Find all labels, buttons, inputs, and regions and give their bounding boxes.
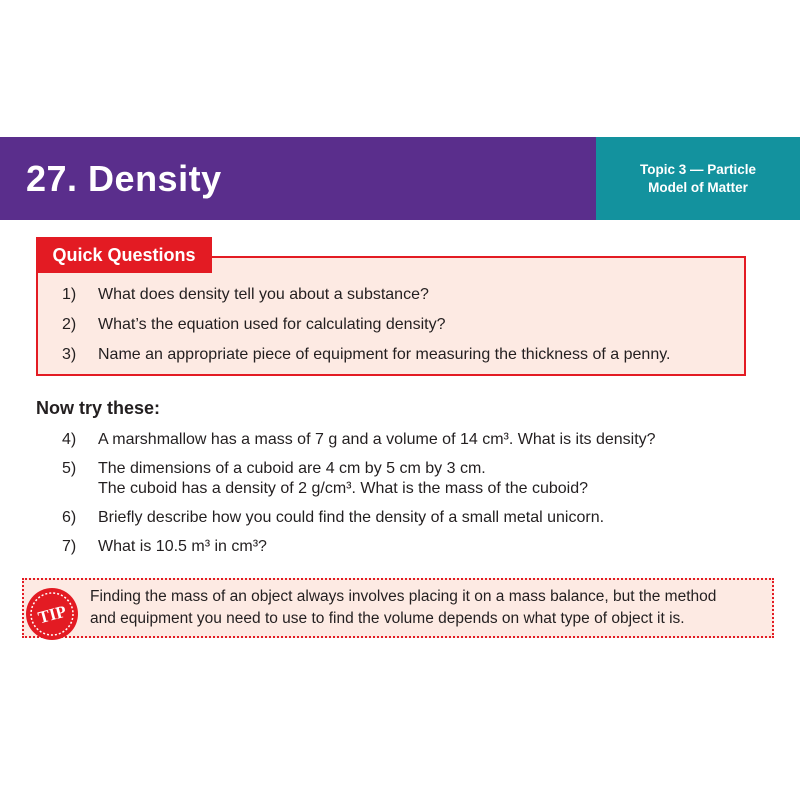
question-number: 1) [62, 286, 77, 303]
now-try-list [62, 430, 656, 566]
question-item [62, 430, 656, 450]
page-title: 27. Density [26, 157, 222, 199]
question-number: 4) [62, 431, 77, 448]
topic-line-2: Model of Matter [648, 179, 748, 195]
tip-badge-label: TIP [35, 601, 69, 628]
quick-questions-list [62, 285, 670, 375]
tip-text [90, 586, 770, 630]
question-text [98, 459, 588, 499]
question-line: The cuboid has a density of 2 g/cm³. What is the mass of the cuboid? [98, 480, 589, 497]
question-text: A marshmallow has a mass of 7 g and a volume of 14 cm³. What is its density? [98, 431, 656, 448]
question-text: What’s the equation used for calculating density? [98, 316, 446, 333]
question-item [62, 459, 656, 499]
question-number: 7) [62, 538, 77, 555]
question-text: Briefly describe how you could find the density of a small metal unicorn. [98, 509, 605, 526]
question-item [62, 315, 670, 335]
question-item [62, 508, 656, 528]
question-text: Name an appropriate piece of equipment for measuring the thickness of a penny. [98, 346, 671, 363]
tip-line: Finding the mass of an object always involves placing it on a mass balance, but the method [90, 588, 717, 605]
question-number: 5) [62, 460, 77, 477]
page-header [0, 137, 800, 220]
question-text: What is 10.5 m³ in cm³? [98, 538, 267, 555]
question-item [62, 285, 670, 305]
question-item [62, 345, 670, 365]
question-text: What does density tell you about a substance? [98, 286, 429, 303]
question-line: The dimensions of a cuboid are 4 cm by 5 cm by 3 cm. [98, 460, 486, 477]
topic-label [596, 137, 800, 220]
question-item [62, 537, 656, 557]
topic-line-1: Topic 3 — Particle [639, 161, 757, 177]
question-number: 3) [62, 346, 77, 363]
tip-line: and equipment you need to use to find the volume depends on what type of object it is. [90, 610, 685, 627]
question-number: 6) [62, 509, 77, 526]
now-try-heading: Now try these: [36, 398, 161, 418]
tip-badge-icon [24, 586, 80, 642]
question-number: 2) [62, 316, 77, 333]
title-bar [0, 137, 596, 220]
quick-questions-heading: Quick Questions [36, 237, 212, 273]
